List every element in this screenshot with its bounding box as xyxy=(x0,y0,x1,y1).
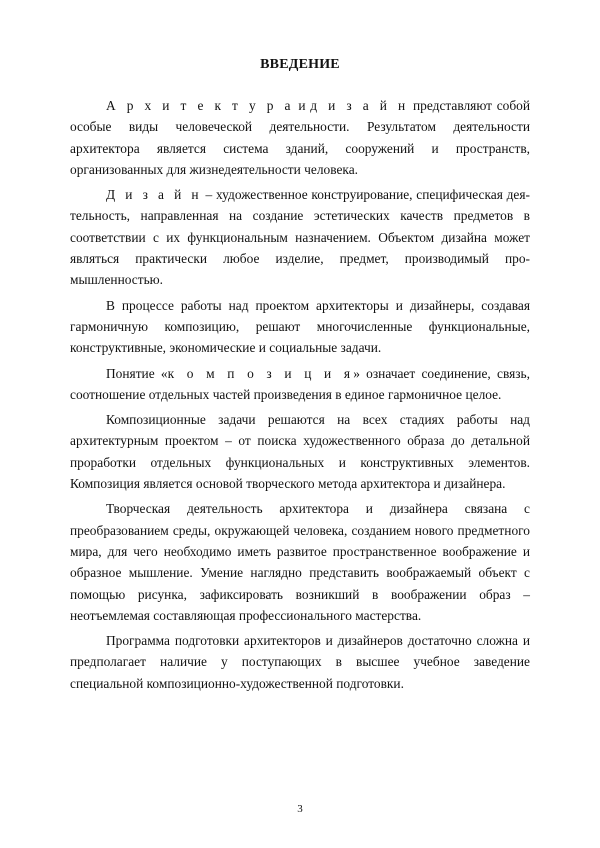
paragraph-text: » означает соединение, связь, соотношение отдельных частей произведения в единое гармоничное целое. xyxy=(70,365,530,402)
page-title: ВВЕДЕНИЕ xyxy=(260,57,340,72)
paragraph-text: В процессе работы над проектом архитекторы и дизайнеры, создавая гармоничную композицию, решают многочисленные функциональные, конструктивные, экономические и социальные задачи. xyxy=(70,297,530,356)
paragraph-6 xyxy=(70,498,530,626)
term-design: Д и з а й н xyxy=(106,187,202,203)
term-design: д и з а й н xyxy=(310,98,409,113)
paragraph-4 xyxy=(70,363,530,406)
paragraph-text: представляют собой особые виды человеческой деятельности. Результатом деятельности архитектора является система зданий, сооружений и пространств, организованных для жизнедеятельности человека. xyxy=(70,98,531,177)
paragraph-text: – художественное конструирование, специфическая деятельность, направленная на создание эстетических качеств предметов в соответствии с их функциональным назначением. Объектом дизайна может являться практически любое изделие, предмет, производимый промышленностью. xyxy=(70,187,530,288)
paragraph-text: Понятие « xyxy=(106,365,168,381)
paragraph-7 xyxy=(70,630,530,694)
paragraph-text: Композиционные задачи решаются на всех стадиях работы над архитектурным проектом – от поиска художественного образа до детальной проработки отдельных функциональных и конструктивных элементов. Композиция является основой творческого метода архитектора и дизайнера. xyxy=(70,412,530,492)
term-composition: к о м п о з и ц и я xyxy=(167,365,354,381)
paragraph-5 xyxy=(70,409,530,494)
paragraph-1 xyxy=(70,95,530,180)
body-text xyxy=(70,95,530,698)
page-number: 3 xyxy=(297,803,303,815)
paragraph-3 xyxy=(70,295,530,359)
term-architecture: А р х и т е к т у р а xyxy=(106,98,294,113)
paragraph-text: Творческая деятельность архитектора и дизайнера связана с преобразованием среды, окружающей человека, созданием нового предметного мира, для чего необходимо иметь развитое пространственное воображение и образное мышление. Умение наглядно представить воображаемый объект с помощью рисунка, зафиксировать возникший в воображении образ – неотъемлемая составляющая профессионального мастерства. xyxy=(70,501,530,623)
paragraph-2 xyxy=(70,184,530,290)
paragraph-text: Программа подготовки архитекторов и дизайнеров достаточно сложна и предполагает наличие у поступающих в высшее учебное заведение специальной композиционно-художественной подготовки. xyxy=(70,633,530,691)
paragraph-text: и xyxy=(293,98,311,113)
